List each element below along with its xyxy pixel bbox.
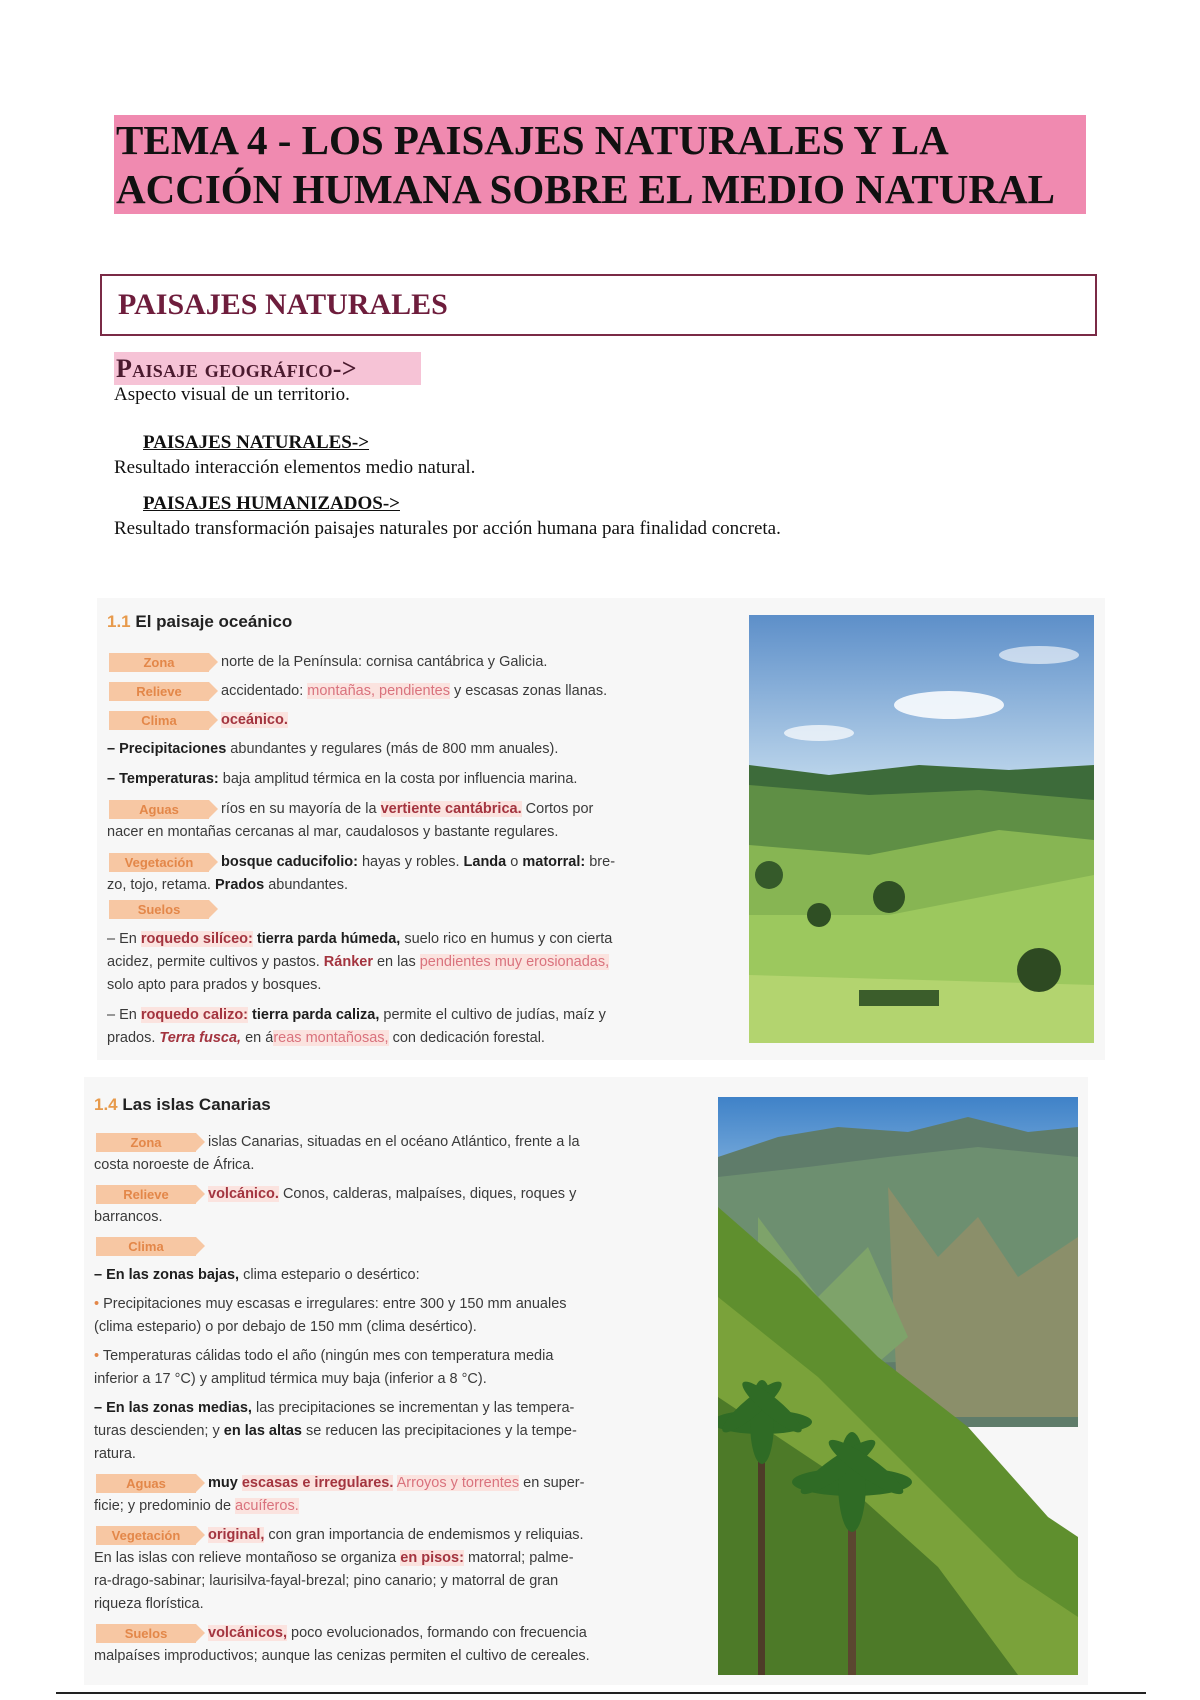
tag-aguas: Aguas — [109, 800, 209, 819]
row-suelos-3: solo apto para prados y bosques. — [107, 977, 322, 993]
tag-suelos: Suelos — [96, 1624, 196, 1643]
landscape-photo-canarias — [718, 1097, 1078, 1675]
panel-title-text: Las islas Canarias — [122, 1095, 271, 1114]
row-relieve: Relieve accidentado: montañas, pendientes y escasas zonas llanas. — [109, 680, 607, 703]
row-precip-bajas: • Precipitaciones muy escasas e irregulares: entre 300 y 150 mm anuales — [94, 1296, 567, 1312]
row-precip-bajas-cont: (clima estepario) o por debajo de 150 mm (clima desértico). — [94, 1319, 477, 1335]
panel-paisaje-oceanico — [97, 598, 1105, 1060]
tag-relieve: Relieve — [96, 1185, 196, 1204]
tag-clima: Clima — [96, 1237, 196, 1256]
definition-heading-naturales: PAISAJES NATURALES-> — [143, 432, 370, 453]
row-clima — [96, 1235, 208, 1258]
row-zona: Zona norte de la Península: cornisa cantábrica y Galicia. — [109, 651, 547, 674]
row-vegetacion-cont3: riqueza florística. — [94, 1596, 204, 1612]
tag-vegetacion: Vegetación — [96, 1526, 196, 1545]
definition-text-naturales: Resultado interacción elementos medio natural. — [114, 457, 476, 478]
bullet-icon: • — [94, 1296, 100, 1312]
row-suelos: Suelos volcánicos, poco evolucionados, formando con frecuencia — [96, 1622, 587, 1645]
row-temp-bajas: • Temperaturas cálidas todo el año (ningún mes con temperatura media — [94, 1348, 554, 1364]
row-aguas-cont: ficie; y predominio de acuíferos. — [94, 1498, 299, 1514]
row-vegetacion: Vegetación bosque caducifolio: hayas y robles. Landa o matorral: bre- — [109, 851, 615, 874]
row-suelos-cont: malpaíses improductivos; aunque las cenizas permiten el cultivo de cereales. — [94, 1648, 590, 1664]
tag-zona: Zona — [109, 653, 209, 672]
row-aguas: Aguas muy escasas e irregulares. Arroyos y torrentes en super- — [96, 1472, 584, 1495]
row-suelos — [109, 898, 221, 921]
row-vegetacion-cont: zo, tojo, retama. Prados abundantes. — [107, 877, 349, 893]
panel-number: 1.4 — [94, 1095, 118, 1114]
definition-heading-geografico: Paisaje geográfico-> — [116, 354, 357, 383]
row-suelos-4: – En roquedo calizo: tierra parda caliza, permite el cultivo de judías, maíz y — [107, 1007, 606, 1023]
row-vegetacion-cont: En las islas con relieve montañoso se organiza en pisos: matorral; palme- — [94, 1550, 574, 1566]
tag-suelos: Suelos — [109, 900, 209, 919]
row-suelos-1: – En roquedo silíceo: tierra parda húmeda, suelo rico en humus y con cierta — [107, 931, 613, 947]
bottom-divider — [56, 1692, 1146, 1694]
row-zona-cont: costa noroeste de África. — [94, 1157, 255, 1173]
panel-number: 1.1 — [107, 612, 131, 631]
section-header-box — [100, 274, 1097, 336]
tag-zona: Zona — [96, 1133, 196, 1152]
row-zonas-medias: – En las zonas medias, las precipitaciones se incrementan y las tempera- — [94, 1400, 575, 1416]
tag-vegetacion: Vegetación — [109, 853, 209, 872]
panel-title — [94, 1095, 271, 1115]
definition-heading-humanizados: PAISAJES HUMANIZADOS-> — [143, 493, 400, 514]
row-zonas-medias-cont2: ratura. — [94, 1446, 136, 1462]
tag-aguas: Aguas — [96, 1474, 196, 1493]
section-title: PAISAJES NATURALES — [118, 288, 448, 321]
row-zona: Zona islas Canarias, situadas en el océano Atlántico, frente a la — [96, 1131, 580, 1154]
definition-text-humanizados: Resultado transformación paisajes naturales por acción humana para finalidad concreta. — [114, 518, 781, 539]
row-aguas: Aguas ríos en su mayoría de la vertiente cantábrica. Cortos por — [109, 798, 593, 821]
mountain-palms-photo-icon — [718, 1097, 1078, 1675]
panel-islas-canarias — [84, 1077, 1088, 1685]
row-zonas-medias-cont: turas descienden; y en las altas se reducen las precipitaciones y la tempe- — [94, 1423, 577, 1439]
row-aguas-cont: nacer en montañas cercanas al mar, caudalosos y bastante regulares. — [107, 824, 559, 840]
row-suelos-5: prados. Terra fusca, en áreas montañosas, con dedicación forestal. — [107, 1030, 545, 1046]
row-relieve-cont: barrancos. — [94, 1209, 163, 1225]
row-precipitaciones: – Precipitaciones abundantes y regulares (más de 800 mm anuales). — [107, 741, 559, 757]
row-relieve: Relieve volcánico. Conos, calderas, malpaíses, diques, roques y — [96, 1183, 576, 1206]
page-title-line-2: ACCIÓN HUMANA SOBRE EL MEDIO NATURAL — [116, 166, 1055, 212]
panel-title-text: El paisaje oceánico — [135, 612, 293, 631]
panel-title — [107, 612, 292, 632]
bullet-icon: • — [94, 1348, 100, 1364]
row-zonas-bajas: – En las zonas bajas, clima estepario o desértico: — [94, 1267, 420, 1283]
page-title-line-1: TEMA 4 - LOS PAISAJES NATURALES Y LA — [116, 117, 949, 163]
row-vegetacion: Vegetación original, con gran importancia de endemismos y reliquias. — [96, 1524, 584, 1547]
row-temperaturas: – Temperaturas: baja amplitud térmica en la costa por influencia marina. — [107, 771, 578, 787]
row-clima: Clima oceánico. — [109, 709, 288, 732]
tag-clima: Clima — [109, 711, 209, 730]
row-vegetacion-cont2: ra-drago-sabinar; laurisilva-fayal-brezal; pino canario; y matorral de gran — [94, 1573, 559, 1589]
row-temp-bajas-cont: inferior a 17 °C) y amplitud térmica muy baja (inferior a 8 °C). — [94, 1371, 487, 1387]
hills-photo-icon — [749, 615, 1094, 1043]
landscape-photo-oceanico — [749, 615, 1094, 1043]
row-suelos-2: acidez, permite cultivos y pastos. Ránker en las pendientes muy erosionadas, — [107, 954, 610, 970]
tag-relieve: Relieve — [109, 682, 209, 701]
definition-text-geografico: Aspecto visual de un territorio. — [114, 384, 350, 405]
